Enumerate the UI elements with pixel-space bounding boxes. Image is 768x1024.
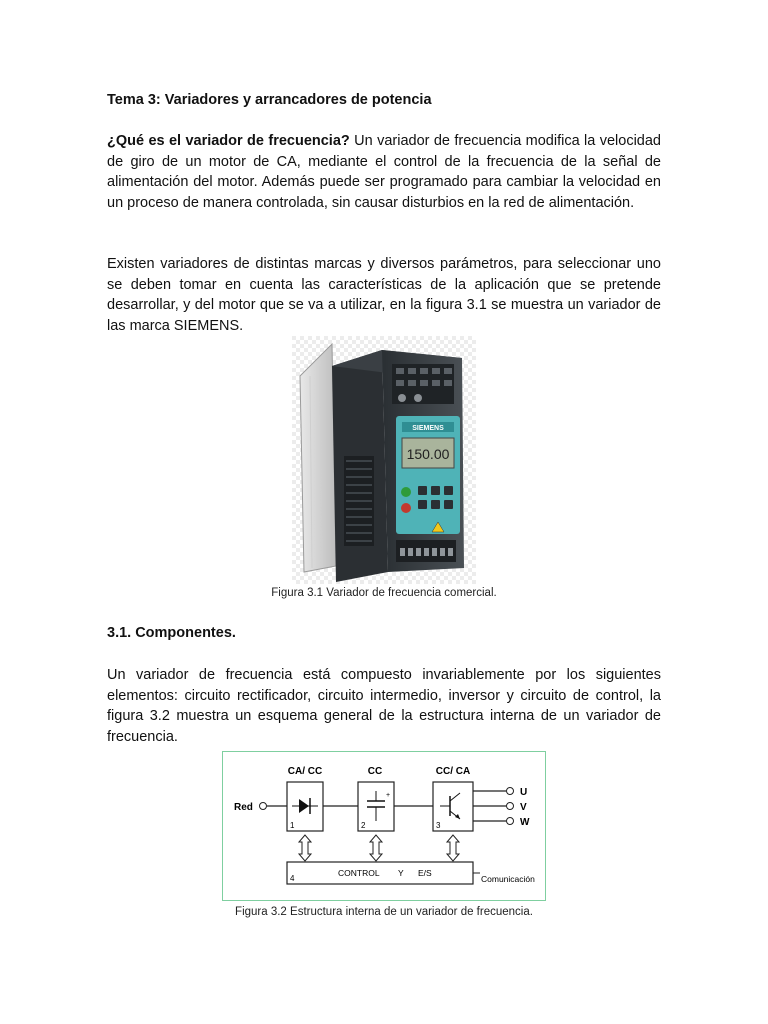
figure-1-drive-photo (292, 336, 476, 584)
svg-text:+: + (386, 792, 391, 799)
communication-label: Comunicación (481, 874, 535, 884)
block-1-label: CA/ CC (287, 766, 323, 777)
control-es-label: E/S (418, 868, 432, 878)
control-y-label: Y (398, 868, 404, 878)
paragraph-definition (107, 131, 661, 213)
block-2-label: CC (367, 766, 383, 777)
block-1-number: 1 (290, 821, 295, 830)
definition-text: Un variador de frecuencia modifica la velocidad de giro de un motor de CA, mediante el control de la frecuencia de la señal de alimentación del motor. Además puede ser programado para cambiar la velocidad en un proceso de manera controlada, sin causar disturbios en la red de alimentación. (107, 133, 661, 211)
section-title-componentes: 3.1. Componentes. (107, 625, 236, 641)
output-w-label: W (520, 817, 530, 828)
display-readout: 150.00 (406, 446, 450, 462)
document-title: Tema 3: Variadores y arrancadores de potencia (107, 92, 432, 108)
output-u-label: U (520, 787, 528, 798)
block-2-number: 2 (361, 821, 366, 830)
figure-1-caption: Figura 3.1 Variador de frecuencia comercial. (271, 587, 497, 599)
block-3-number: 3 (436, 821, 441, 830)
paragraph-components: Un variador de frecuencia está compuesto invariablemente por los siguientes elementos: circuito rectificador, circuito intermedio, inversor y circuito de control, la figura 3.2 muestra un esquema general de la estructura interna de un variador de frecuencia. (107, 667, 661, 745)
figure-2-caption: Figura 3.2 Estructura interna de un variador de frecuencia. (235, 906, 533, 918)
control-label: CONTROL (338, 868, 380, 878)
brand-label: SIEMENS (412, 425, 444, 432)
output-v-label: V (520, 802, 527, 813)
definition-question: ¿Qué es el variador de frecuencia? (107, 133, 350, 149)
paragraph-brands: Existen variadores de distintas marcas y diversos parámetros, para seleccionar uno se deben tomar en cuenta las características de la aplicación que se pretende desarrollar, y del motor que se va a utilizar, en la figura 3.1 se muestra un variador de las marca SIEMENS. (107, 256, 661, 334)
block-3-label: CC/ CA (435, 766, 471, 777)
input-label: Red (234, 802, 253, 813)
figure-2-block-diagram (222, 751, 546, 901)
control-number: 4 (290, 874, 295, 883)
